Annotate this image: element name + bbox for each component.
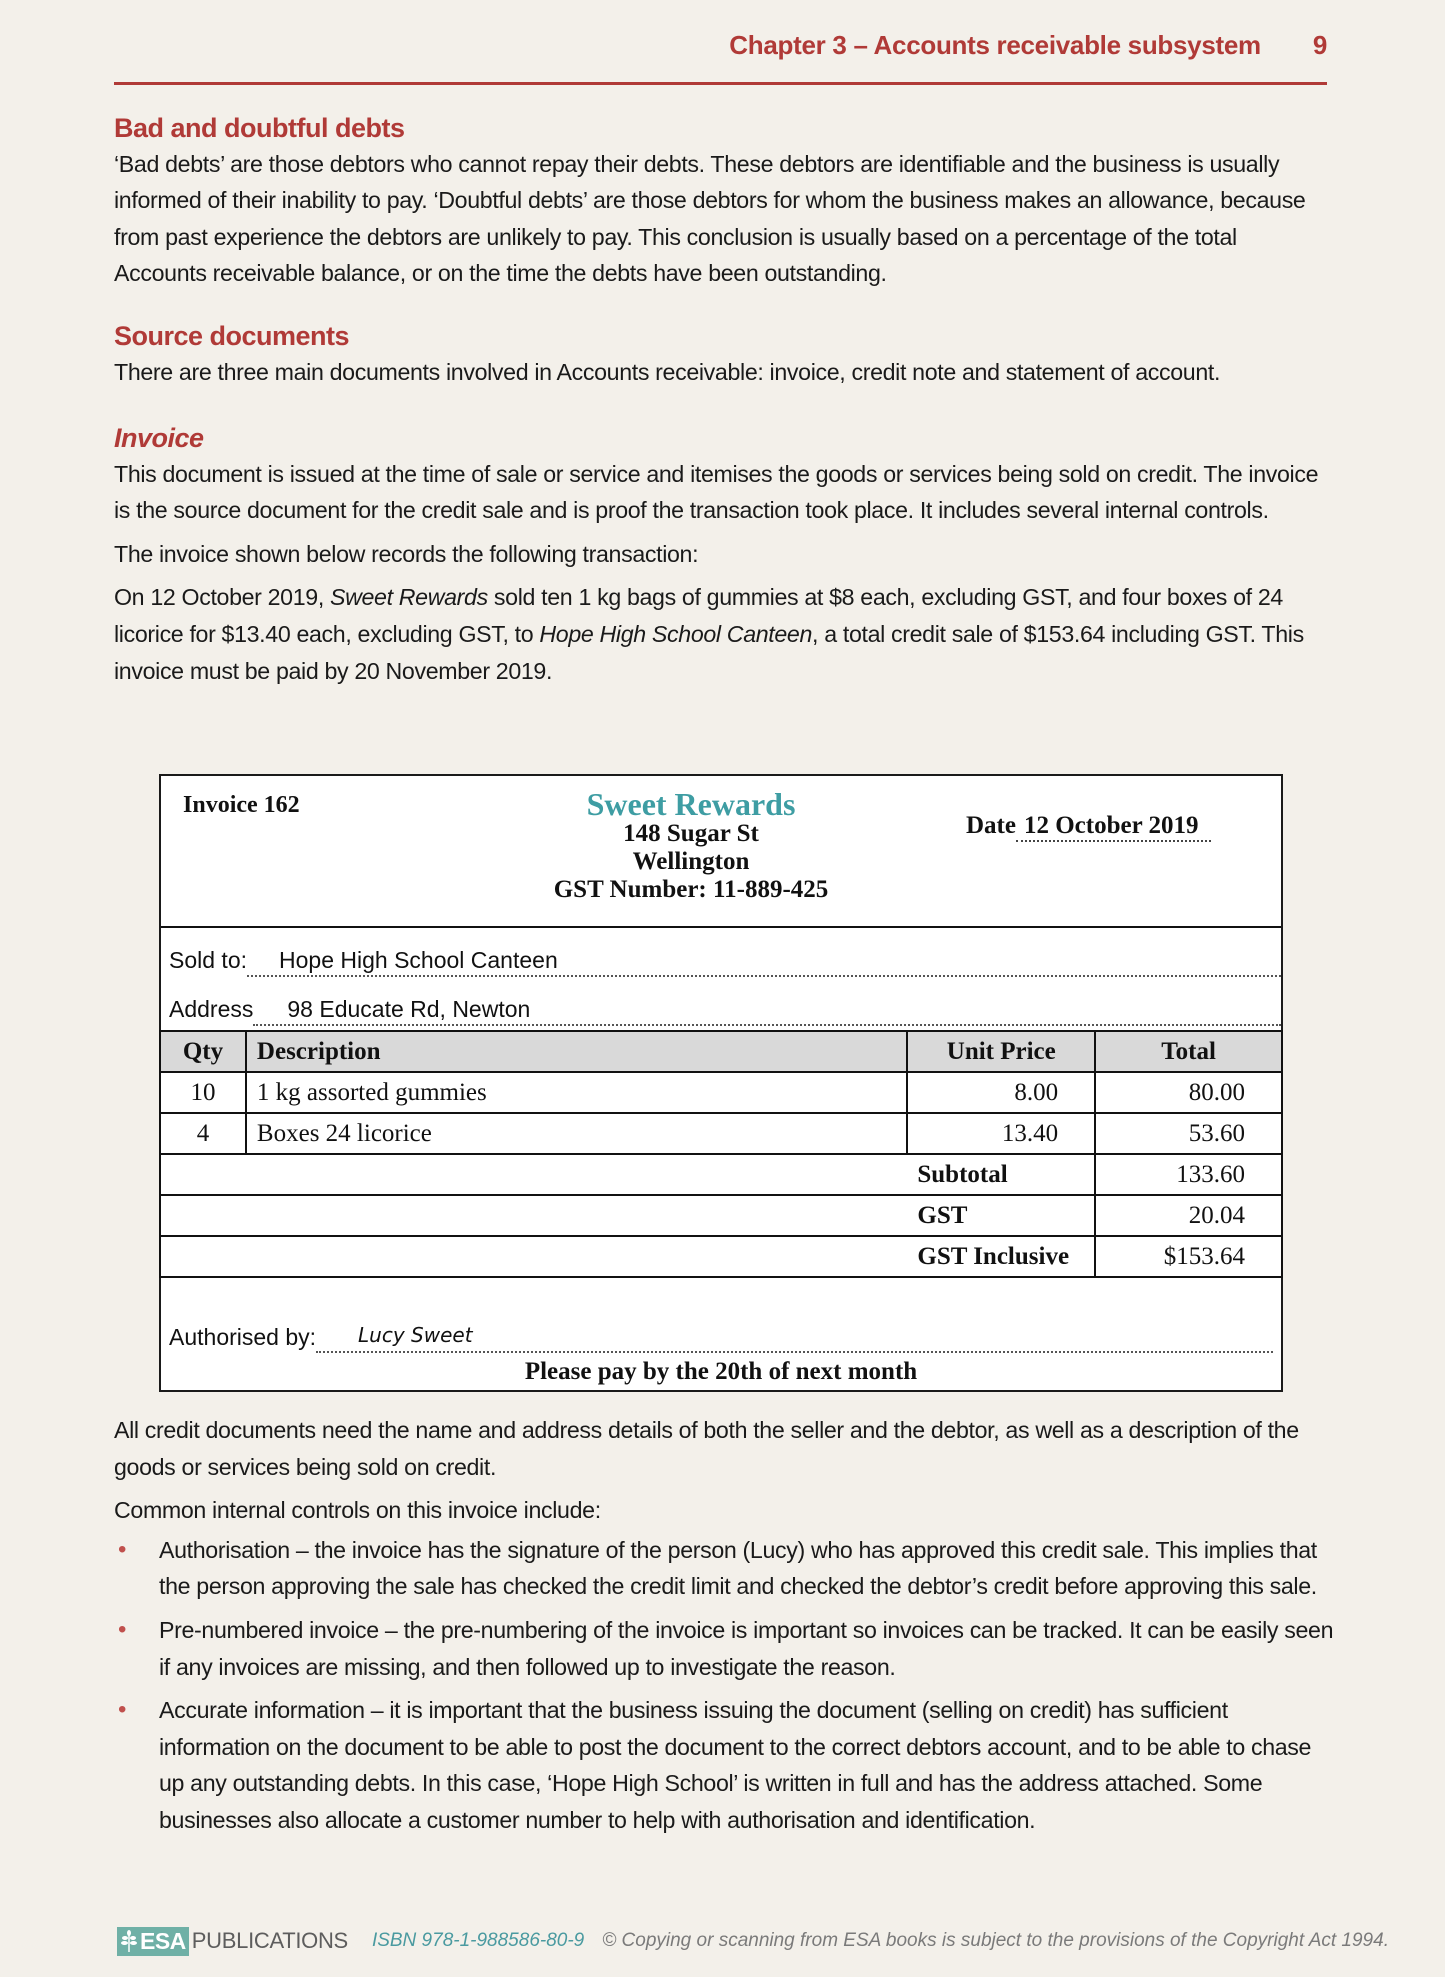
page-footer — [117, 1926, 1389, 1956]
total-cell: 80.00 — [1095, 1072, 1282, 1113]
section-source-documents — [114, 318, 1334, 390]
signature: Lucy Sweet — [316, 1324, 1273, 1353]
tree-icon — [120, 1929, 138, 1953]
list-item-text: Authorisation – the invoice has the signature of the person (Lucy) who has approved this credit sale. This implies that the person approving the sale has checked the credit limit and checked the debtor’s credit before approving this sale. — [159, 1536, 1317, 1600]
paragraph: There are three main documents involved in Accounts receivable: invoice, credit note and statement of account. — [114, 358, 1221, 385]
authorised-label: Authorised by: — [169, 1324, 317, 1350]
controls-list — [114, 1532, 1334, 1839]
table-row — [160, 1072, 1282, 1113]
publisher-name: PUBLICATIONS — [191, 1928, 348, 1953]
table-header-row — [160, 1031, 1282, 1072]
gst-inclusive-value: $153.64 — [1095, 1236, 1282, 1277]
unit-price-cell: 8.00 — [907, 1072, 1095, 1113]
column-header-total: Total — [1095, 1031, 1282, 1072]
list-item — [114, 1692, 1334, 1838]
list-item — [114, 1532, 1334, 1605]
page-number: 9 — [1312, 30, 1327, 60]
invoice-number: Invoice 162 — [183, 792, 300, 818]
section-heading: Bad and doubtful debts — [114, 113, 405, 143]
header-rule — [114, 82, 1327, 85]
subtotal-row — [160, 1154, 1282, 1195]
gst-label: GST — [907, 1195, 1095, 1236]
subtotal-label: Subtotal — [907, 1154, 1095, 1195]
column-header-qty: Qty — [160, 1031, 246, 1072]
company-city: Wellington — [632, 848, 750, 875]
section-heading: Invoice — [114, 423, 204, 453]
blank-cell — [160, 1236, 907, 1277]
date-label: Date — [966, 812, 1016, 839]
section-bad-debts — [114, 110, 1334, 292]
bullet-icon: • — [118, 1535, 127, 1563]
copyright-notice: © Copying or scanning from ESA books is subject to the provisions of the Copyright Act 1994. — [602, 1930, 1389, 1951]
description-cell: Boxes 24 licorice — [246, 1113, 907, 1154]
company-block — [441, 788, 941, 904]
text: On 12 October 2019, — [114, 584, 330, 611]
invoice-header — [161, 776, 1281, 928]
chapter-title: Chapter 3 – Accounts receivable subsystem — [729, 30, 1261, 60]
unit-price-cell: 13.40 — [907, 1113, 1095, 1154]
bullet-icon: • — [118, 1615, 127, 1643]
invoice-items-table — [159, 1030, 1283, 1278]
text: , a total credit sale of $153.64 including GST. This invoice must be paid by 20 November 2019. — [114, 620, 1304, 684]
gst-number: GST Number: 11-889-425 — [553, 876, 829, 903]
invoice-date — [966, 812, 1211, 842]
section-heading: Source documents — [114, 321, 350, 351]
column-header-unit-price: Unit Price — [907, 1031, 1095, 1072]
section-internal-controls — [114, 1412, 1334, 1846]
bullet-icon: • — [118, 1696, 127, 1724]
transaction-paragraph — [114, 579, 1334, 689]
list-item-text: Pre-numbered invoice – the pre-numbering of the invoice is important so invoices can be tracked. It can be easily seen if any invoices are missing, and then followed up to investigate the reason. — [159, 1616, 1334, 1680]
paragraph: Common internal controls on this invoice include: — [114, 1497, 601, 1524]
paragraph: The invoice shown below records the following transaction: — [114, 540, 699, 567]
sold-to-label: Sold to: — [169, 947, 247, 973]
date-value: 12 October 2019 — [1016, 812, 1211, 842]
authorised-line — [169, 1324, 1273, 1353]
esa-logo — [117, 1927, 189, 1956]
total-cell: 53.60 — [1095, 1113, 1282, 1154]
list-item-text: Accurate information – it is important that the business issuing the document (selling on credit) has sufficient information on the document to be able to post the document to the correct debtors account, and to be able to chase up any outstanding debts. In this case, ‘Hope High School’ is written in full and has the address attached. Some businesses also allocate a customer number to help with authorisation and identification. — [159, 1697, 1312, 1833]
customer-block — [161, 926, 1281, 1030]
qty-cell: 10 — [160, 1072, 246, 1113]
description-cell: 1 kg assorted gummies — [246, 1072, 907, 1113]
gst-value: 20.04 — [1095, 1195, 1282, 1236]
logo-text: ESA — [140, 1927, 186, 1954]
section-invoice — [114, 420, 1334, 689]
running-header — [114, 30, 1327, 70]
isbn: ISBN 978-1-988586-80-9 — [371, 1930, 585, 1951]
text: sold ten 1 kg bags of gummies at $8 each, excluding GST, and four boxes of 24 licorice for $13.40 each, excluding GST, to — [114, 584, 1283, 647]
list-item — [114, 1612, 1334, 1685]
gst-inclusive-label: GST Inclusive — [907, 1236, 1095, 1277]
payment-terms: Please pay by the 20th of next month — [524, 1358, 918, 1385]
address-label: Address — [169, 996, 254, 1022]
qty-cell: 4 — [160, 1113, 246, 1154]
paragraph: ‘Bad debts’ are those debtors who cannot repay their debts. These debtors are identifiable and the business is usually informed of their inability to pay. ‘Doubtful debts’ are those debtors for whom the business makes an allowance, because from past experience the debtors are unlikely to pay. This conclusion is usually based on a percentage of the total Accounts receivable balance, or on the time the debts have been outstanding. — [114, 150, 1306, 287]
blank-cell — [160, 1195, 907, 1236]
company-address-line: 148 Sugar St — [623, 820, 759, 847]
gst-row — [160, 1195, 1282, 1236]
buyer-name: Hope High School Canteen — [539, 620, 813, 647]
sold-to-value: Hope High School Canteen — [247, 947, 1281, 977]
blank-cell — [160, 1154, 907, 1195]
seller-name: Sweet Rewards — [330, 584, 488, 611]
address-value: 98 Educate Rd, Newton — [253, 996, 1281, 1026]
gst-inclusive-row — [160, 1236, 1282, 1277]
address-line — [169, 996, 1281, 1026]
subtotal-value: 133.60 — [1095, 1154, 1282, 1195]
paragraph: All credit documents need the name and address details of both the seller and the debtor, as well as a description of the goods or services being sold on credit. — [114, 1417, 1299, 1480]
company-name: Sweet Rewards — [586, 786, 796, 822]
invoice-figure — [159, 774, 1283, 1392]
sold-to-line — [169, 947, 1281, 977]
column-header-description: Description — [246, 1031, 907, 1072]
table-row — [160, 1113, 1282, 1154]
paragraph: This document is issued at the time of sale or service and itemises the goods or services being sold on credit. The invoice is the source document for the credit sale and is proof the transaction took place. It includes several internal controls. — [114, 460, 1319, 524]
